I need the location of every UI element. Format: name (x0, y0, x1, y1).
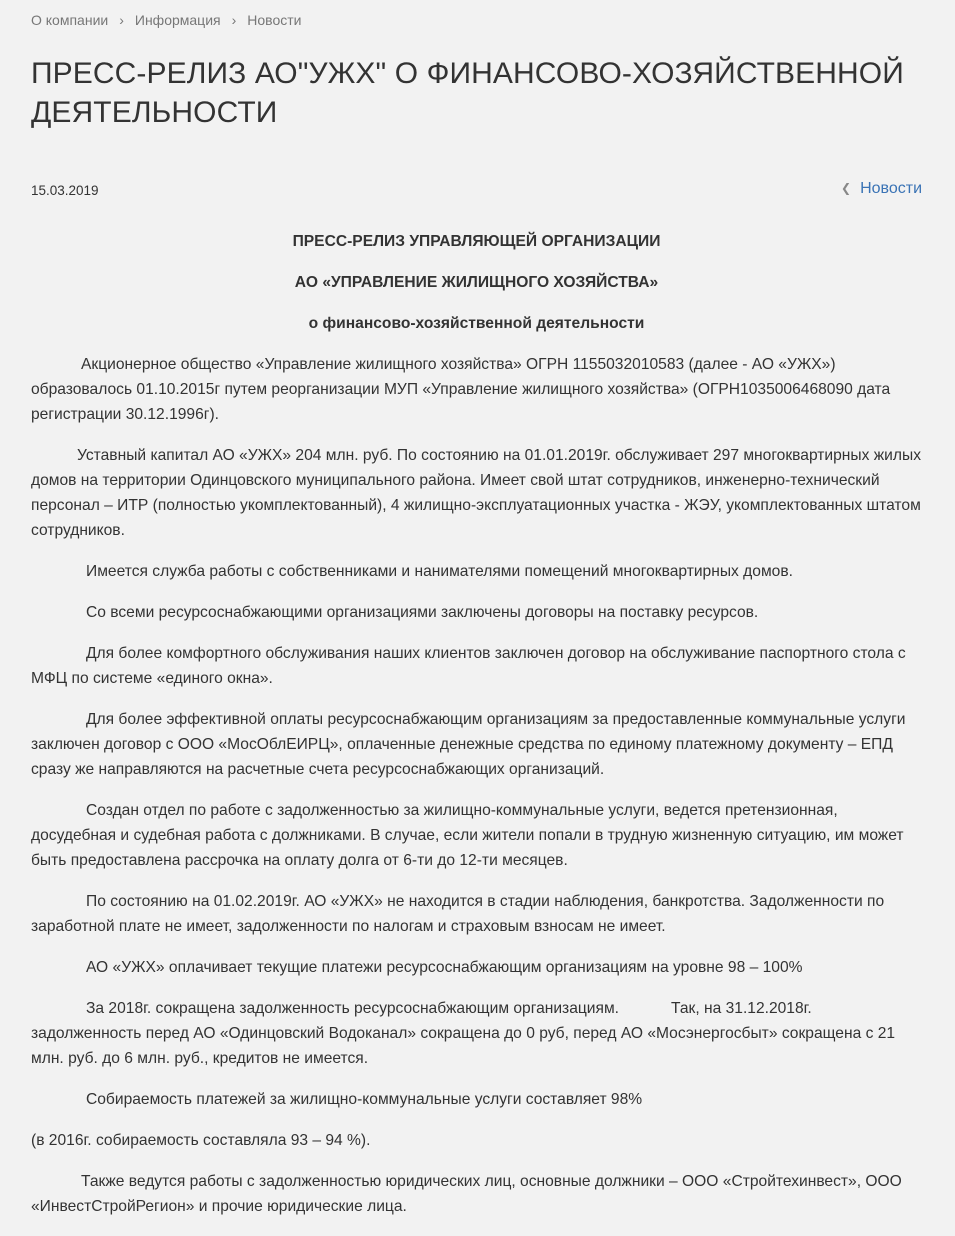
breadcrumb-link-info[interactable]: Информация (134, 12, 221, 28)
article-paragraph: Создан отдел по работе с задолженностью за жилищно-коммунальные услуги, ведется претензионная, досудебная и судебная работа с должниками. В случае, если жители попали в трудную жизненную ситуацию, им может быть предоставлена рассрочка на оплату долга от 6-ти до 12-ти месяцев. (31, 802, 904, 869)
article-paragraph: Для более эффективной оплаты ресурсоснабжающим организациям за предоставленные коммунальные услуги заключен договор с ООО «МосОблЕИРЦ», оплаченные денежные средства по единому платежному документу – ЕПД сразу же направляются на расчетные счета ресурсоснабжающих организаций. (31, 711, 906, 778)
article-paragraph: За 2018г. сокращена задолженность ресурсоснабжающим организациям. Так, на 31.12.2018г. задолженность перед АО «Одинцовский Водоканал» сокращена до 0 руб, перед АО «Мосэнергосбыт» сокращена с 21 млн. руб. до 6 млн. руб., кредитов не имеется. (31, 1000, 900, 1067)
article-paragraph: Уставный капитал АО «УЖХ» 204 млн. руб. По состоянию на 01.01.2019г. обслуживает 297 многоквартирных жилых домов на территории Одинцовского муниципального района. Имеет свой штат сотрудников, инженерно-технический персонал – ИТР (полностью укомплектованный), 4 жилищно-эксплуатационных участка - ЖЭУ, укомплектованных штатом сотрудников. (31, 447, 921, 539)
breadcrumb (31, 12, 301, 28)
article-body (31, 229, 922, 1235)
breadcrumb-link-about[interactable]: О компании (31, 12, 109, 28)
article-paragraph: Для более комфортного обслуживания наших клиентов заключен договор на обслуживание паспортного стола с МФЦ по системе «единого окна». (31, 645, 906, 687)
breadcrumb-separator: › (231, 12, 237, 28)
breadcrumb-link-news[interactable]: Новости (247, 12, 302, 28)
back-to-news-link[interactable] (841, 180, 922, 198)
article-heading: АО «УПРАВЛЕНИЕ ЖИЛИЩНОГО ХОЗЯЙСТВА» (294, 274, 659, 291)
page-title: ПРЕСС-РЕЛИЗ АО"УЖХ" О ФИНАНСОВО-ХОЗЯЙСТВЕННОЙ ДЕЯТЕЛЬНОСТИ (31, 57, 904, 129)
article-paragraph: Акционерное общество «Управление жилищного хозяйства» ОГРН 1155032010583 (далее - АО «УЖХ») образовалось 01.10.2015г путем реорганизации МУП «Управление жилищного хозяйства» (ОГРН1035006468090 дата регистрации 30.12.1996г). (31, 356, 891, 423)
article-subheading: о финансово-хозяйственной деятельности (308, 315, 645, 332)
publication-date: 15.03.2019 (31, 183, 99, 198)
article-paragraph: Также ведутся работы с задолженностью юридических лиц, основные должники – ООО «Стройтехинвест», ООО «ИнвестСтройРегион» и прочие юридические лица. (31, 1173, 902, 1215)
chevron-left-icon: ❮ (841, 181, 852, 195)
article-heading: ПРЕСС-РЕЛИЗ УПРАВЛЯЮЩЕЙ ОРГАНИЗАЦИИ (292, 233, 661, 250)
breadcrumb-separator: › (119, 12, 124, 28)
article-paragraph: Имеется служба работы с собственниками и нанимателями помещений многоквартирных домов. (86, 563, 793, 580)
back-to-news-label: Новости (860, 180, 922, 197)
article-paragraph: АО «УЖХ» оплачивает текущие платежи ресурсоснабжающим организациям на уровне 98 – 100% (86, 959, 803, 976)
article-paragraph: (в 2016г. собираемость составляла 93 – 94 %). (31, 1132, 371, 1149)
article-paragraph: Собираемость платежей за жилищно-коммунальные услуги составляет 98% (86, 1091, 643, 1108)
article-paragraph: По состоянию на 01.02.2019г. АО «УЖХ» не находится в стадии наблюдения, банкротства. Задолженности по заработной плате не имеет, задолженности по налогам и страховым взносам не имеет. (31, 893, 885, 935)
article-paragraph: Со всеми ресурсоснабжающими организациями заключены договоры на поставку ресурсов. (86, 604, 759, 621)
